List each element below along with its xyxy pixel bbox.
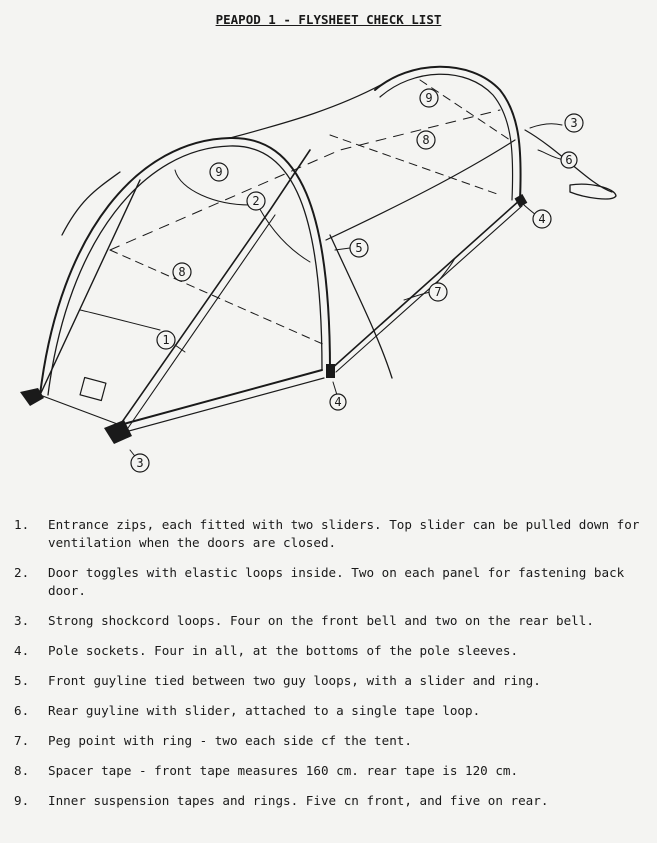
callout-5: 5 — [355, 241, 363, 255]
callout-8: 8 — [178, 265, 186, 279]
callout-6: 6 — [565, 153, 573, 167]
callout-8-rear: 8 — [422, 133, 430, 147]
list-item: 6. Rear guyline with slider, attached to a single tape loop. — [14, 703, 481, 718]
callout-3-rear: 3 — [570, 116, 578, 130]
check-list — [14, 516, 654, 822]
list-item: 5. Front guyline tied between two guy loops, with a slider and ring. — [14, 673, 541, 688]
callout-4: 4 — [334, 395, 342, 409]
callout-7: 7 — [434, 285, 442, 299]
callout-9-rear: 9 — [425, 91, 433, 105]
rear-hoop — [375, 67, 521, 200]
list-item: 9. Inner suspension tapes and rings. Five cn front, and five on rear. — [14, 793, 549, 808]
list-item: 7. Peg point with ring - two each side cf the tent. — [14, 733, 412, 748]
callout-9: 9 — [215, 165, 223, 179]
callout-4-rear: 4 — [538, 212, 546, 226]
callout-3: 3 — [136, 456, 144, 470]
list-item: 8. Spacer tape - front tape measures 160 cm. rear tape is 120 cm. — [14, 763, 519, 778]
list-item: 4. Pole sockets. Four in all, at the bottoms of the pole sleeves. — [14, 643, 519, 658]
callout-1: 1 — [162, 333, 170, 347]
list-item: 2. Door toggles with elastic loops inside. Two on each panel for fastening back door. — [14, 565, 625, 598]
page-title: PEAPOD 1 - FLYSHEET CHECK LIST — [215, 12, 442, 27]
callout-2: 2 — [252, 194, 260, 208]
list-item: 1. Entrance zips, each fitted with two sliders. Top slider can be pulled down for ventilation when the doors are closed. — [14, 517, 640, 550]
list-item: 3. Strong shockcord loops. Four on the front bell and two on the rear bell. — [14, 613, 594, 628]
tent-diagram — [0, 40, 657, 500]
